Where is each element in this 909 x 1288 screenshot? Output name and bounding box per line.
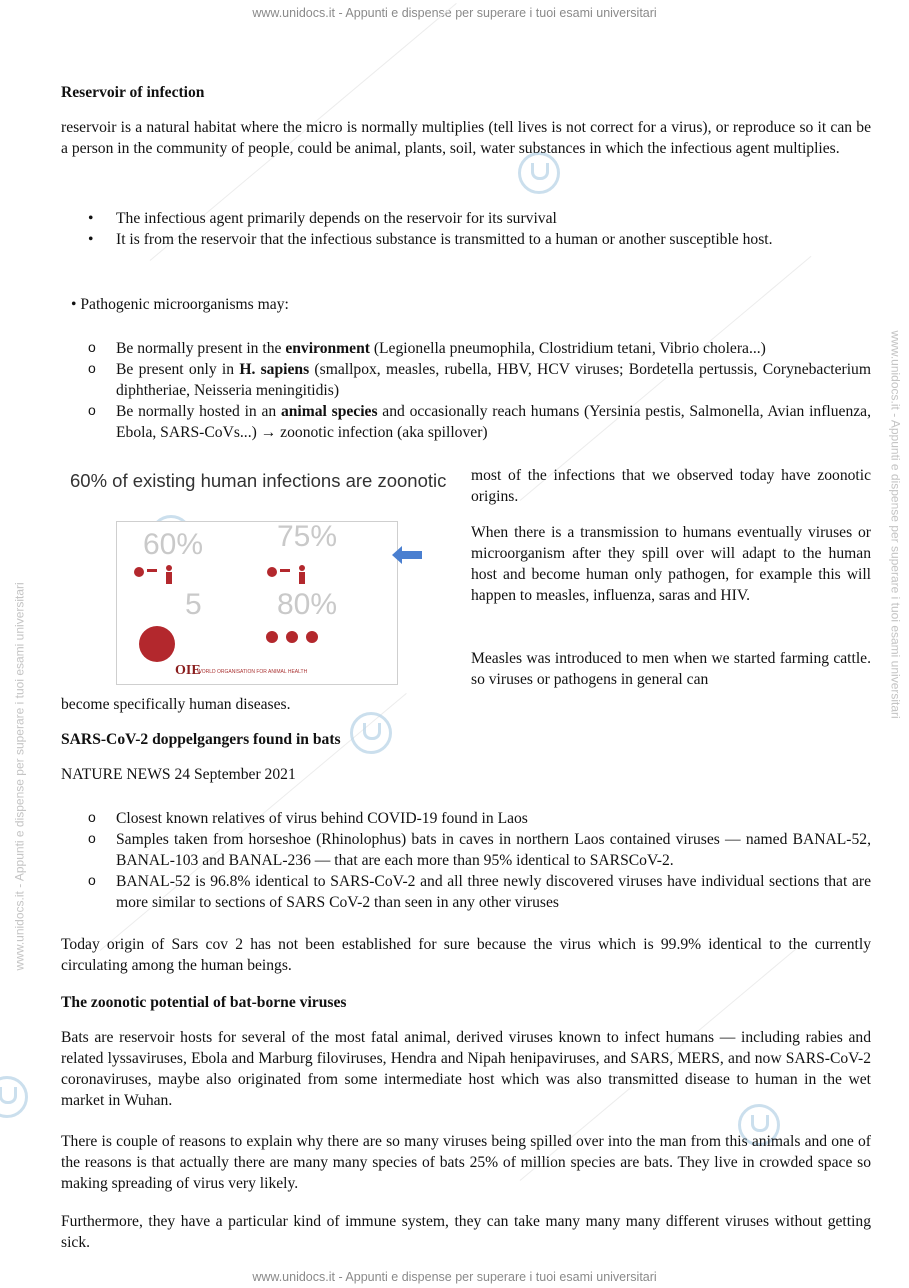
heading-sars-bats: SARS-CoV-2 doppelgangers found in bats — [61, 731, 341, 748]
item-text: Be normally hosted in an — [116, 403, 281, 420]
list-item: • It is from the reservoir that the infectious substance is transmitted to a human or another susceptible host. — [61, 229, 871, 250]
item-bold: animal species — [280, 403, 378, 420]
item-text: (smallpox, measles, rubella, HBV, HCV viruses; Bordetella pertussis, Corynebacterium diphtheriae, Neisseria meningitidis) — [116, 361, 871, 399]
paragraph-reservoir-intro: reservoir is a natural habitat where the micro is normally multiplies (tell lives is not correct for a virus), or reproduce so it can be a person in the community of people, could be animal, plants, soil, water substances in which the infectious agent multiplies. — [61, 119, 871, 157]
item-text: Be normally present in the — [116, 340, 286, 357]
item-bold: H. sapiens — [239, 361, 310, 378]
animal-human-icon — [134, 565, 318, 662]
list-item — [61, 338, 871, 359]
side-paragraph-2: When there is a transmission to humans eventually viruses or microorganism after they spill over will adapt to the human host and become human only pathogen, for example this will happen to measles, influenza, saras and HIV. — [471, 524, 871, 604]
arrow-left-icon — [392, 546, 422, 564]
heading-reservoir: Reservoir of infection — [61, 84, 205, 101]
paragraph-reasons: There is couple of reasons to explain why there are so many viruses being spilled over into the man from this animals and one of the reasons is that actually there are many many species of bats 25% of million species are bats. They live in crowded space so making spreading of virus very likely. — [61, 1133, 871, 1192]
item-text: and occasionally reach humans (Yersinia pestis, Salmonella, Avian influenza, Ebola, SARS-CoVs...) → zoonotic infection (aka spillover) — [116, 403, 871, 441]
zoonotic-infographic — [116, 521, 398, 685]
item-text: Be present only in — [116, 361, 240, 378]
watermark-bottom: www.unidocs.it - Appunti e dispense per superare i tuoi esami universitari — [252, 1270, 657, 1284]
paragraph-origin: Today origin of Sars cov 2 has not been established for sure because the virus which is 99.9% identical to the currently circulating among the human beings. — [61, 936, 871, 974]
list-item: o Closest known relatives of virus behind COVID-19 found in Laos — [61, 808, 871, 829]
watermark-top: www.unidocs.it - Appunti e dispense per superare i tuoi esami universitari — [252, 6, 657, 20]
list-item: o BANAL-52 is 96.8% identical to SARS-CoV-2 and all three newly discovered viruses have individual sections that are more similar to sections of SARS CoV-2 than seen in any other viruses — [61, 871, 871, 913]
paragraph-human-diseases: become specifically human diseases. — [61, 696, 291, 713]
infographic-icons — [117, 522, 397, 682]
list-item: • The infectious agent primarily depends on the reservoir for its survival — [61, 208, 871, 229]
item-text: (Legionella pneumophila, Clostridium tetani, Vibrio cholera...) — [369, 340, 766, 357]
pathogenic-list — [61, 338, 871, 443]
stat-75: 75% — [277, 520, 338, 553]
watermark-right: www.unidocs.it - Appunti e dispense per superare i tuoi esami universitari — [888, 330, 903, 719]
unidocs-logo-icon — [350, 712, 392, 754]
paragraph-pathogenic-intro: • Pathogenic microorganisms may: — [71, 296, 289, 313]
paragraph-bats-reservoir: Bats are reservoir hosts for several of the most fatal animal, derived viruses known to infect humans — including rabies and related lyssaviruses, Ebola and Marburg filoviruses, Hendra and Nipah henipaviruses, and SARS, MERS, and now SARS-CoV-2 coronaviruses, maybe also originated from some intermediate host which was also transmitted disease to human in the wet market in Wuhan. — [61, 1029, 871, 1109]
stat-5: 5 — [185, 588, 202, 621]
unidocs-logo-icon — [0, 1076, 28, 1118]
sars-list — [61, 808, 871, 913]
oie-org-name: WORLD ORGANISATION FOR ANIMAL HEALTH — [197, 669, 308, 675]
figure-title: 60% of existing human infections are zoonotic — [70, 470, 447, 491]
stat-80: 80% — [277, 588, 338, 621]
watermark-left: www.unidocs.it - Appunti e dispense per superare i tuoi esami universitari — [12, 582, 27, 971]
item-bold: environment — [285, 340, 370, 357]
oie-logo: OIE — [175, 663, 201, 678]
stat-60: 60% — [143, 528, 204, 561]
list-item: o Samples taken from horseshoe (Rhinolophus) bats in caves in northern Laos contained viruses — named BANAL-52, BANAL-103 and BANAL-236 — that are each more than 95% identical to SARSCoV-2. — [61, 829, 871, 871]
heading-zoonotic-potential: The zoonotic potential of bat-borne viruses — [61, 994, 347, 1011]
list-item — [61, 359, 871, 401]
paragraph-immune: Furthermore, they have a particular kind of immune system, they can take many many many different viruses without getting sick. — [61, 1213, 871, 1251]
reservoir-bullet-list — [61, 208, 871, 250]
side-paragraph-1: most of the infections that we observed today have zoonotic origins. — [471, 467, 871, 505]
source-line: NATURE NEWS 24 September 2021 — [61, 766, 296, 783]
list-item — [61, 401, 871, 443]
side-paragraph-3: Measles was introduced to men when we started farming cattle. so viruses or pathogens in general can — [471, 650, 871, 688]
